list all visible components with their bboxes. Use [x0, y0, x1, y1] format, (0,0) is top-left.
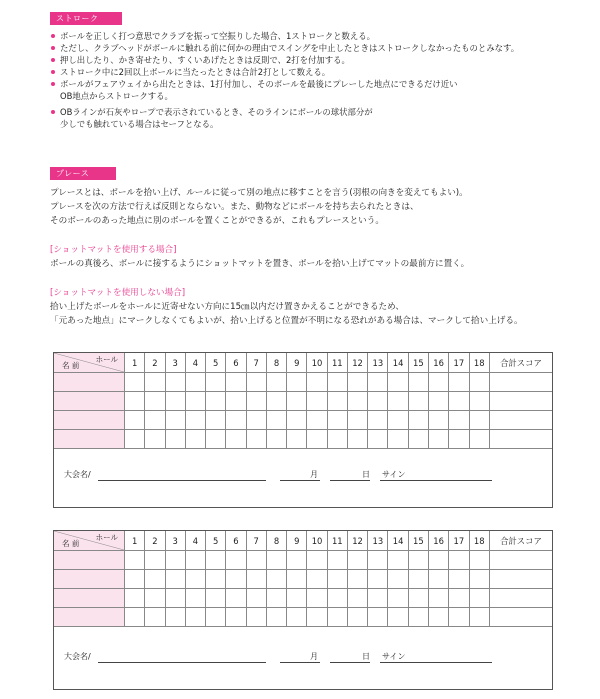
- hole-number: 12: [347, 531, 367, 551]
- hole-number: 14: [388, 353, 408, 373]
- hole-score-cell[interactable]: [388, 608, 408, 627]
- player-name-cell[interactable]: [54, 373, 125, 392]
- hole-score-cell[interactable]: [428, 411, 448, 430]
- hole-score-cell[interactable]: [266, 373, 286, 392]
- hole-score-cell[interactable]: [388, 551, 408, 570]
- hole-score-cell[interactable]: [307, 430, 327, 449]
- hole-score-cell[interactable]: [368, 608, 388, 627]
- total-score-cell[interactable]: [490, 570, 553, 589]
- score-table: [54, 531, 552, 627]
- hole-score-cell[interactable]: [428, 570, 448, 589]
- hole-score-cell[interactable]: [206, 392, 226, 411]
- hole-score-cell[interactable]: [307, 570, 327, 589]
- hole-score-cell[interactable]: [327, 430, 347, 449]
- hole-score-cell[interactable]: [327, 411, 347, 430]
- hole-score-cell[interactable]: [206, 570, 226, 589]
- place-paragraph: [50, 186, 570, 228]
- hole-score-cell[interactable]: [408, 411, 428, 430]
- hole-score-cell[interactable]: [408, 392, 428, 411]
- month-line[interactable]: [280, 662, 320, 663]
- month-line[interactable]: [280, 480, 320, 481]
- hole-number: 8: [266, 353, 286, 373]
- player-row: [54, 551, 552, 570]
- hole-score-cell[interactable]: [428, 373, 448, 392]
- hole-score-cell[interactable]: [226, 608, 246, 627]
- hole-score-cell[interactable]: [145, 608, 165, 627]
- hole-number: 6: [226, 531, 246, 551]
- hole-score-cell[interactable]: [165, 373, 185, 392]
- player-name-cell[interactable]: [54, 551, 125, 570]
- hole-score-cell[interactable]: [125, 392, 145, 411]
- hole-score-cell[interactable]: [246, 392, 266, 411]
- hole-score-cell[interactable]: [125, 430, 145, 449]
- hole-score-cell[interactable]: [469, 392, 489, 411]
- hole-score-cell[interactable]: [327, 589, 347, 608]
- sign-label: サイン: [382, 470, 406, 479]
- total-score-header: 合計スコア: [490, 531, 553, 551]
- hole-score-cell[interactable]: [185, 392, 205, 411]
- tournament-line[interactable]: [98, 480, 266, 481]
- hole-score-cell[interactable]: [165, 430, 185, 449]
- hole-number: 16: [428, 531, 448, 551]
- name-label: 名 前: [62, 539, 80, 548]
- hole-score-cell[interactable]: [246, 430, 266, 449]
- hole-score-cell[interactable]: [469, 430, 489, 449]
- hole-score-cell[interactable]: [145, 411, 165, 430]
- hole-score-cell[interactable]: [185, 411, 205, 430]
- player-row: [54, 411, 552, 430]
- hole-score-cell[interactable]: [327, 570, 347, 589]
- player-row: [54, 570, 552, 589]
- hole-score-cell[interactable]: [226, 551, 246, 570]
- hole-score-cell[interactable]: [125, 608, 145, 627]
- stroke-section-tag: ストローク: [50, 12, 122, 25]
- hole-score-cell[interactable]: [125, 373, 145, 392]
- day-label: 日: [362, 470, 370, 479]
- hole-score-cell[interactable]: [266, 411, 286, 430]
- stroke-rule-5-line2: OB地点からストロークする。: [60, 91, 173, 101]
- scorecard-1: [53, 352, 553, 508]
- scorecard-footer: [54, 449, 552, 493]
- hole-number: 18: [469, 353, 489, 373]
- hole-number: 4: [185, 531, 205, 551]
- hole-score-cell[interactable]: [246, 411, 266, 430]
- place-section-tag: プレース: [50, 167, 116, 180]
- day-line[interactable]: [330, 480, 370, 481]
- hole-score-cell[interactable]: [327, 392, 347, 411]
- hole-score-cell[interactable]: [226, 570, 246, 589]
- hole-number: 6: [226, 353, 246, 373]
- hole-score-cell[interactable]: [206, 608, 226, 627]
- hole-score-cell[interactable]: [368, 392, 388, 411]
- total-score-cell[interactable]: [490, 392, 553, 411]
- hole-score-cell[interactable]: [226, 373, 246, 392]
- total-score-cell[interactable]: [490, 608, 553, 627]
- hole-score-cell[interactable]: [185, 589, 205, 608]
- player-name-cell[interactable]: [54, 392, 125, 411]
- player-name-cell[interactable]: [54, 589, 125, 608]
- hole-score-cell[interactable]: [246, 551, 266, 570]
- stroke-rules-list: [50, 30, 570, 130]
- hole-number: 7: [246, 353, 266, 373]
- without-mat-text: [50, 300, 570, 328]
- hole-score-cell[interactable]: [449, 551, 469, 570]
- tournament-label: 大会名/: [64, 652, 91, 661]
- hole-score-cell[interactable]: [185, 570, 205, 589]
- hole-score-cell[interactable]: [287, 430, 307, 449]
- hole-score-cell[interactable]: [388, 373, 408, 392]
- without-mat-line2: 「元あった地点」にマークしなくてもよいが、拾い上げると位置が不明になる恐れがある場合は、マークして拾い上げる。: [50, 316, 523, 326]
- hole-score-cell[interactable]: [469, 608, 489, 627]
- name-label: 名 前: [62, 361, 80, 370]
- hole-score-cell[interactable]: [145, 551, 165, 570]
- hole-score-cell[interactable]: [469, 411, 489, 430]
- hole-score-cell[interactable]: [388, 392, 408, 411]
- day-label: 日: [362, 652, 370, 661]
- hole-score-cell[interactable]: [246, 570, 266, 589]
- hole-number: 8: [266, 531, 286, 551]
- hole-score-cell[interactable]: [266, 589, 286, 608]
- hole-score-cell[interactable]: [408, 570, 428, 589]
- hole-score-cell[interactable]: [327, 551, 347, 570]
- hole-score-cell[interactable]: [165, 589, 185, 608]
- player-row: [54, 392, 552, 411]
- hole-score-cell[interactable]: [327, 608, 347, 627]
- hole-number: 1: [125, 531, 145, 551]
- hole-score-cell[interactable]: [408, 430, 428, 449]
- hole-number: 17: [449, 353, 469, 373]
- hole-score-cell[interactable]: [287, 392, 307, 411]
- hole-score-cell[interactable]: [206, 551, 226, 570]
- hole-score-cell[interactable]: [165, 570, 185, 589]
- hole-score-cell[interactable]: [185, 608, 205, 627]
- hole-score-cell[interactable]: [165, 608, 185, 627]
- hole-number: 11: [327, 353, 347, 373]
- hole-score-cell[interactable]: [388, 589, 408, 608]
- player-name-cell[interactable]: [54, 608, 125, 627]
- hole-score-cell[interactable]: [287, 551, 307, 570]
- hole-number: 13: [368, 353, 388, 373]
- hole-score-cell[interactable]: [428, 392, 448, 411]
- hole-score-cell[interactable]: [246, 373, 266, 392]
- hole-score-cell[interactable]: [449, 570, 469, 589]
- hole-score-cell[interactable]: [226, 430, 246, 449]
- hole-score-cell[interactable]: [145, 430, 165, 449]
- total-score-cell[interactable]: [490, 589, 553, 608]
- stroke-rule-2: ただし、クラブヘッドがボールに触れる前に何かの理由でスイングを中止したときはストロークしなかったものとみなす。: [50, 42, 570, 54]
- hole-score-cell[interactable]: [206, 373, 226, 392]
- hole-score-cell[interactable]: [125, 570, 145, 589]
- hole-score-cell[interactable]: [469, 373, 489, 392]
- hole-number: 4: [185, 353, 205, 373]
- hole-score-cell[interactable]: [469, 570, 489, 589]
- hole-score-cell[interactable]: [145, 570, 165, 589]
- hole-score-cell[interactable]: [428, 551, 448, 570]
- hole-score-cell[interactable]: [206, 589, 226, 608]
- hole-score-cell[interactable]: [165, 411, 185, 430]
- place-paragraph-line2: プレースを次の方法で行えば反則とならない。また、動物などにボールを持ち去られたときは、: [50, 202, 419, 212]
- hole-score-cell[interactable]: [449, 373, 469, 392]
- scorecard-2: [53, 530, 553, 690]
- hole-score-cell[interactable]: [347, 570, 367, 589]
- hole-score-cell[interactable]: [246, 589, 266, 608]
- hole-score-cell[interactable]: [428, 430, 448, 449]
- hole-score-cell[interactable]: [226, 411, 246, 430]
- hole-score-cell[interactable]: [449, 589, 469, 608]
- hole-number: 16: [428, 353, 448, 373]
- hole-score-cell[interactable]: [347, 608, 367, 627]
- hole-score-cell[interactable]: [347, 551, 367, 570]
- hole-number: 18: [469, 531, 489, 551]
- hole-score-cell[interactable]: [226, 589, 246, 608]
- hole-number: 10: [307, 531, 327, 551]
- tournament-line[interactable]: [98, 662, 266, 663]
- hole-score-cell[interactable]: [165, 551, 185, 570]
- hole-number: 17: [449, 531, 469, 551]
- total-score-cell[interactable]: [490, 551, 553, 570]
- hole-score-cell[interactable]: [368, 589, 388, 608]
- hole-score-cell[interactable]: [125, 411, 145, 430]
- hole-score-cell[interactable]: [307, 589, 327, 608]
- hole-score-cell[interactable]: [449, 411, 469, 430]
- hole-score-cell[interactable]: [347, 430, 367, 449]
- hole-score-cell[interactable]: [185, 373, 205, 392]
- hole-score-cell[interactable]: [428, 589, 448, 608]
- hole-number: 13: [368, 531, 388, 551]
- hole-score-cell[interactable]: [307, 551, 327, 570]
- hole-number: 1: [125, 353, 145, 373]
- hole-score-cell[interactable]: [287, 411, 307, 430]
- hole-score-cell[interactable]: [347, 411, 367, 430]
- hole-score-cell[interactable]: [125, 589, 145, 608]
- total-score-cell[interactable]: [490, 430, 553, 449]
- hole-score-cell[interactable]: [125, 551, 145, 570]
- score-table: [54, 353, 552, 449]
- hole-number: 3: [165, 531, 185, 551]
- hole-score-cell[interactable]: [226, 392, 246, 411]
- hole-score-cell[interactable]: [408, 373, 428, 392]
- stroke-rule-6-line2: 少しでも触れている場合はセーフとなる。: [60, 119, 219, 129]
- hole-score-cell[interactable]: [287, 608, 307, 627]
- name-hole-header: [54, 353, 125, 373]
- hole-number: 15: [408, 353, 428, 373]
- player-name-cell[interactable]: [54, 411, 125, 430]
- scorecard-footer: [54, 627, 552, 671]
- player-row: [54, 589, 552, 608]
- month-label: 月: [310, 652, 318, 661]
- hole-score-cell[interactable]: [206, 430, 226, 449]
- total-score-header: 合計スコア: [490, 353, 553, 373]
- total-score-cell[interactable]: [490, 411, 553, 430]
- hole-score-cell[interactable]: [266, 392, 286, 411]
- player-row: [54, 608, 552, 627]
- hole-number: 2: [145, 531, 165, 551]
- without-mat-heading: [ショットマットを使用しない場合]: [50, 288, 186, 298]
- hole-number: 14: [388, 531, 408, 551]
- hole-score-cell[interactable]: [449, 392, 469, 411]
- hole-score-cell[interactable]: [145, 373, 165, 392]
- player-name-cell[interactable]: [54, 570, 125, 589]
- hole-score-cell[interactable]: [428, 608, 448, 627]
- hole-score-cell[interactable]: [408, 551, 428, 570]
- player-row: [54, 430, 552, 449]
- place-paragraph-line1: プレースとは、ボールを拾い上げ、ルールに従って別の地点に移すことを言う(羽根の向きを変えてもよい)。: [50, 188, 468, 198]
- player-name-cell[interactable]: [54, 430, 125, 449]
- hole-score-cell[interactable]: [368, 570, 388, 589]
- hole-score-cell[interactable]: [145, 589, 165, 608]
- hole-score-cell[interactable]: [185, 430, 205, 449]
- hole-score-cell[interactable]: [287, 589, 307, 608]
- stroke-rule-3: 押し出したり、かき寄せたり、すくいあげたときは反則で、2打を付加する。: [50, 54, 570, 66]
- hole-score-cell[interactable]: [266, 570, 286, 589]
- without-mat-line1: 拾い上げたボールをホールに近寄せない方向に15㎝以内だけ置きかえることができるため、: [50, 302, 404, 312]
- hole-score-cell[interactable]: [206, 411, 226, 430]
- hole-number: 7: [246, 531, 266, 551]
- hole-score-cell[interactable]: [408, 589, 428, 608]
- hole-score-cell[interactable]: [347, 373, 367, 392]
- stroke-rule-6: [50, 106, 570, 130]
- hole-score-cell[interactable]: [388, 430, 408, 449]
- hole-number: 9: [287, 353, 307, 373]
- stroke-rule-4: ストローク中に2回以上ボールに当たったときは合計2打として数える。: [50, 66, 570, 78]
- hole-score-cell[interactable]: [307, 411, 327, 430]
- hole-score-cell[interactable]: [368, 411, 388, 430]
- hole-score-cell[interactable]: [388, 411, 408, 430]
- hole-number: 5: [206, 353, 226, 373]
- hole-score-cell[interactable]: [408, 608, 428, 627]
- hole-score-cell[interactable]: [266, 551, 286, 570]
- day-line[interactable]: [330, 662, 370, 663]
- hole-score-cell[interactable]: [307, 392, 327, 411]
- sign-line[interactable]: [380, 480, 492, 481]
- hole-number: 2: [145, 353, 165, 373]
- hole-score-cell[interactable]: [327, 373, 347, 392]
- hole-number: 5: [206, 531, 226, 551]
- hole-score-cell[interactable]: [368, 430, 388, 449]
- month-label: 月: [310, 470, 318, 479]
- hole-number: 11: [327, 531, 347, 551]
- stroke-rule-5: [50, 78, 570, 102]
- with-mat-heading: [ショットマットを使用する場合]: [50, 245, 177, 255]
- hole-score-cell[interactable]: [287, 570, 307, 589]
- with-mat-text: ボールの真後ろ、ボールに接するようにショットマットを置き、ボールを拾い上げてマットの最前方に置く。: [50, 259, 470, 269]
- hole-number: 15: [408, 531, 428, 551]
- hole-score-cell[interactable]: [185, 551, 205, 570]
- hole-score-cell[interactable]: [307, 373, 327, 392]
- hole-score-cell[interactable]: [368, 373, 388, 392]
- hole-score-cell[interactable]: [307, 608, 327, 627]
- hole-score-cell[interactable]: [246, 608, 266, 627]
- total-score-cell[interactable]: [490, 373, 553, 392]
- hole-score-cell[interactable]: [347, 589, 367, 608]
- stroke-rule-5-line1: ボールがフェアウェイから出たときは、1打付加し、そのボールを最後にプレーした地点にできるだけ近い: [60, 79, 458, 89]
- hole-score-cell[interactable]: [287, 373, 307, 392]
- hole-score-cell[interactable]: [145, 392, 165, 411]
- hole-score-cell[interactable]: [449, 430, 469, 449]
- hole-score-cell[interactable]: [469, 551, 489, 570]
- hole-score-cell[interactable]: [266, 430, 286, 449]
- hole-number: 3: [165, 353, 185, 373]
- hole-score-cell[interactable]: [368, 551, 388, 570]
- hole-score-cell[interactable]: [347, 392, 367, 411]
- score-header-row: [54, 353, 552, 373]
- tournament-label: 大会名/: [64, 470, 91, 479]
- hole-number: 9: [287, 531, 307, 551]
- hole-label: ホール: [95, 355, 118, 364]
- sign-label: サイン: [382, 652, 406, 661]
- hole-label: ホール: [95, 533, 118, 542]
- player-row: [54, 373, 552, 392]
- hole-number: 12: [347, 353, 367, 373]
- name-hole-header: [54, 531, 125, 551]
- hole-score-cell[interactable]: [388, 570, 408, 589]
- hole-score-cell[interactable]: [449, 608, 469, 627]
- score-header-row: [54, 531, 552, 551]
- stroke-rule-1: ボールを正しく打つ意思でクラブを振って空振りした場合、1ストロークと数える。: [50, 30, 570, 42]
- hole-number: 10: [307, 353, 327, 373]
- hole-score-cell[interactable]: [469, 589, 489, 608]
- hole-score-cell[interactable]: [165, 392, 185, 411]
- place-paragraph-line3: そのボールのあった地点に別のボールを置くことができるが、これもプレースという。: [50, 216, 384, 226]
- stroke-rule-6-line1: OBラインが石灰やロープで表示されているとき、そのラインにボールの球状部分が: [60, 107, 373, 117]
- hole-score-cell[interactable]: [266, 608, 286, 627]
- sign-line[interactable]: [380, 662, 492, 663]
